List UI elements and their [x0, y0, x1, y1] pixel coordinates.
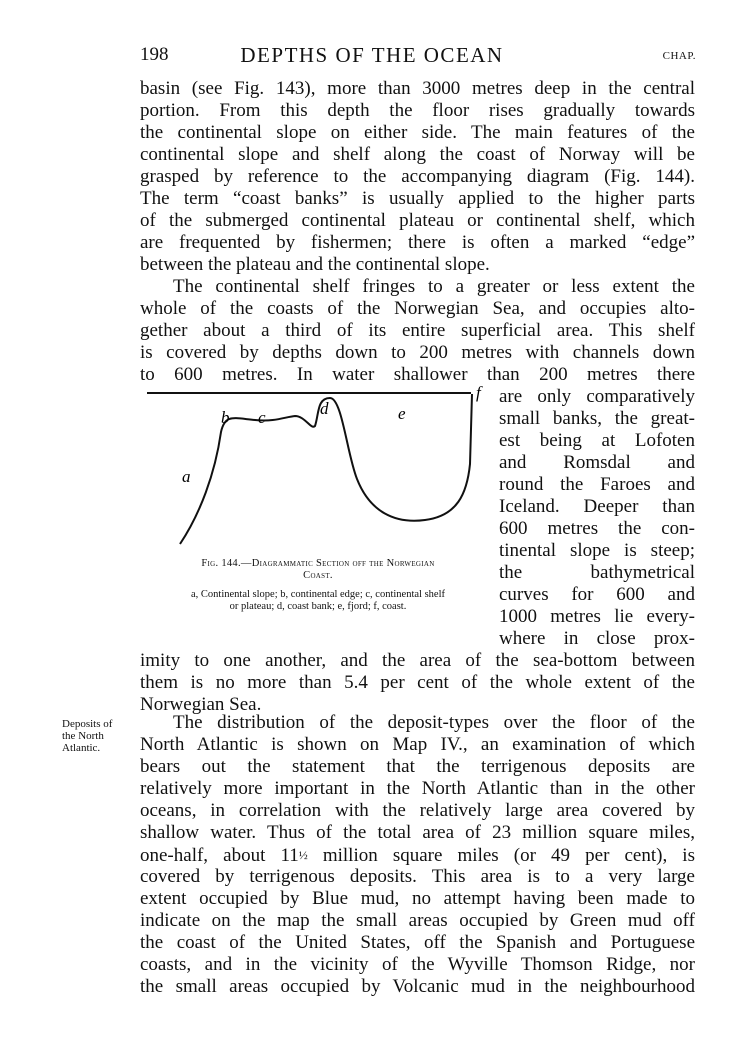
text-line: covered by terrigenous deposits. This area is to a very large — [140, 866, 695, 887]
text-line: imity to one another, and the area of the sea-bottom between — [140, 650, 695, 671]
label-b: b — [221, 408, 230, 427]
text-line: basin (see Fig. 143), more than 3000 metres deep in the central — [140, 78, 695, 99]
label-c: c — [258, 408, 266, 427]
text-segment: one-half, about 11 — [140, 845, 299, 866]
label-e: e — [398, 404, 406, 423]
text-line: between the plateau and the continental slope. — [140, 254, 490, 275]
text-line: whole of the coasts of the Norwegian Sea, and occupies alto- — [140, 298, 695, 319]
sidenote: Deposits of — [62, 718, 113, 730]
text-line: indicate on the map the small areas occupied by Green mud off — [140, 910, 695, 931]
label-f: f — [476, 384, 481, 402]
text-line: the bathymetrical — [499, 562, 695, 583]
text-line: where in close prox- — [499, 628, 695, 649]
text-line: oceans, in correlation with the relatively large area covered by — [140, 800, 695, 821]
running-title: DEPTHS OF THE OCEAN — [240, 43, 504, 67]
text-line: the small areas occupied by Volcanic mud in the neighbourhood — [140, 976, 695, 997]
text-line: of the submerged continental plateau or continental shelf, which — [140, 210, 695, 231]
page-number: 198 — [140, 44, 169, 65]
text-line: relatively more important in the North Atlantic than in the other — [140, 778, 695, 799]
text-line: 600 metres the con- — [499, 518, 695, 539]
text-line: est being at Lofoten — [499, 430, 695, 451]
text-line: curves for 600 and — [499, 584, 695, 605]
text-line: bears out the statement that the terrigenous deposits are — [140, 756, 695, 777]
text-line: Norwegian Sea. — [140, 694, 262, 715]
text-line: The term “coast banks” is usually applied to the higher parts — [140, 188, 695, 209]
label-a: a — [182, 467, 191, 486]
text-line: 1000 metres lie every- — [499, 606, 695, 627]
text-line: and Romsdal and — [499, 452, 695, 473]
text-line: North Atlantic is shown on Map IV., an examination of which — [140, 734, 695, 755]
text-line: portion. From this depth the floor rises gradually towards — [140, 100, 695, 121]
text-line: are frequented by fishermen; there is often a marked “edge” — [140, 232, 695, 253]
text-line: small banks, the great- — [499, 408, 695, 429]
figure-caption: Fig. 144.—Diagrammatic Section off the Norwegian — [201, 558, 435, 569]
text-line: tinental slope is steep; — [499, 540, 695, 561]
text-line: gether about a third of its entire superficial area. This shelf — [140, 320, 695, 341]
text-line: them is no more than 5.4 per cent of the whole extent of the — [140, 672, 695, 693]
text-line: The distribution of the deposit-types over the floor of the — [173, 712, 695, 733]
fraction-half: ½ — [298, 848, 308, 862]
text-line: is covered by depths down to 200 metres with channels down — [140, 342, 695, 363]
chapter-abbrev: CHAP. — [662, 50, 696, 62]
text-line: the continental slope on either side. The main features of the — [140, 122, 695, 143]
text-line: the coast of the United States, off the Spanish and Portuguese — [140, 932, 695, 953]
sidenote: the North — [62, 730, 104, 742]
figure-legend: a, Continental slope; b, continental edge; c, continental shelf — [191, 589, 445, 600]
text-line: are only comparatively — [499, 386, 695, 407]
figure-legend: or plateau; d, coast bank; e, fjord; f, coast. — [229, 601, 407, 612]
text-line: coasts, and in the vicinity of the Wyville Thomson Ridge, nor — [140, 954, 695, 975]
text-line — [140, 844, 695, 866]
text-line: round the Faroes and — [499, 474, 695, 495]
text-line: shallow water. Thus of the total area of 23 million square miles, — [140, 822, 695, 843]
text-line: The continental shelf fringes to a greater or less extent the — [173, 276, 695, 297]
section-diagram — [145, 384, 490, 554]
text-line: extent occupied by Blue mud, no attempt having been made to — [140, 888, 695, 909]
text-line: continental slope and shelf along the coast of Norway will be — [140, 144, 695, 165]
text-line: grasped by reference to the accompanying diagram (Fig. 144). — [140, 166, 695, 187]
text-line: to 600 metres. In water shallower than 200 metres there — [140, 364, 695, 385]
text-line: Iceland. Deeper than — [499, 496, 695, 517]
figure-caption: Coast. — [303, 570, 333, 581]
text-segment: million square miles (or 49 per cent), is — [307, 845, 695, 866]
sidenote: Atlantic. — [62, 742, 101, 754]
label-d: d — [320, 399, 329, 418]
